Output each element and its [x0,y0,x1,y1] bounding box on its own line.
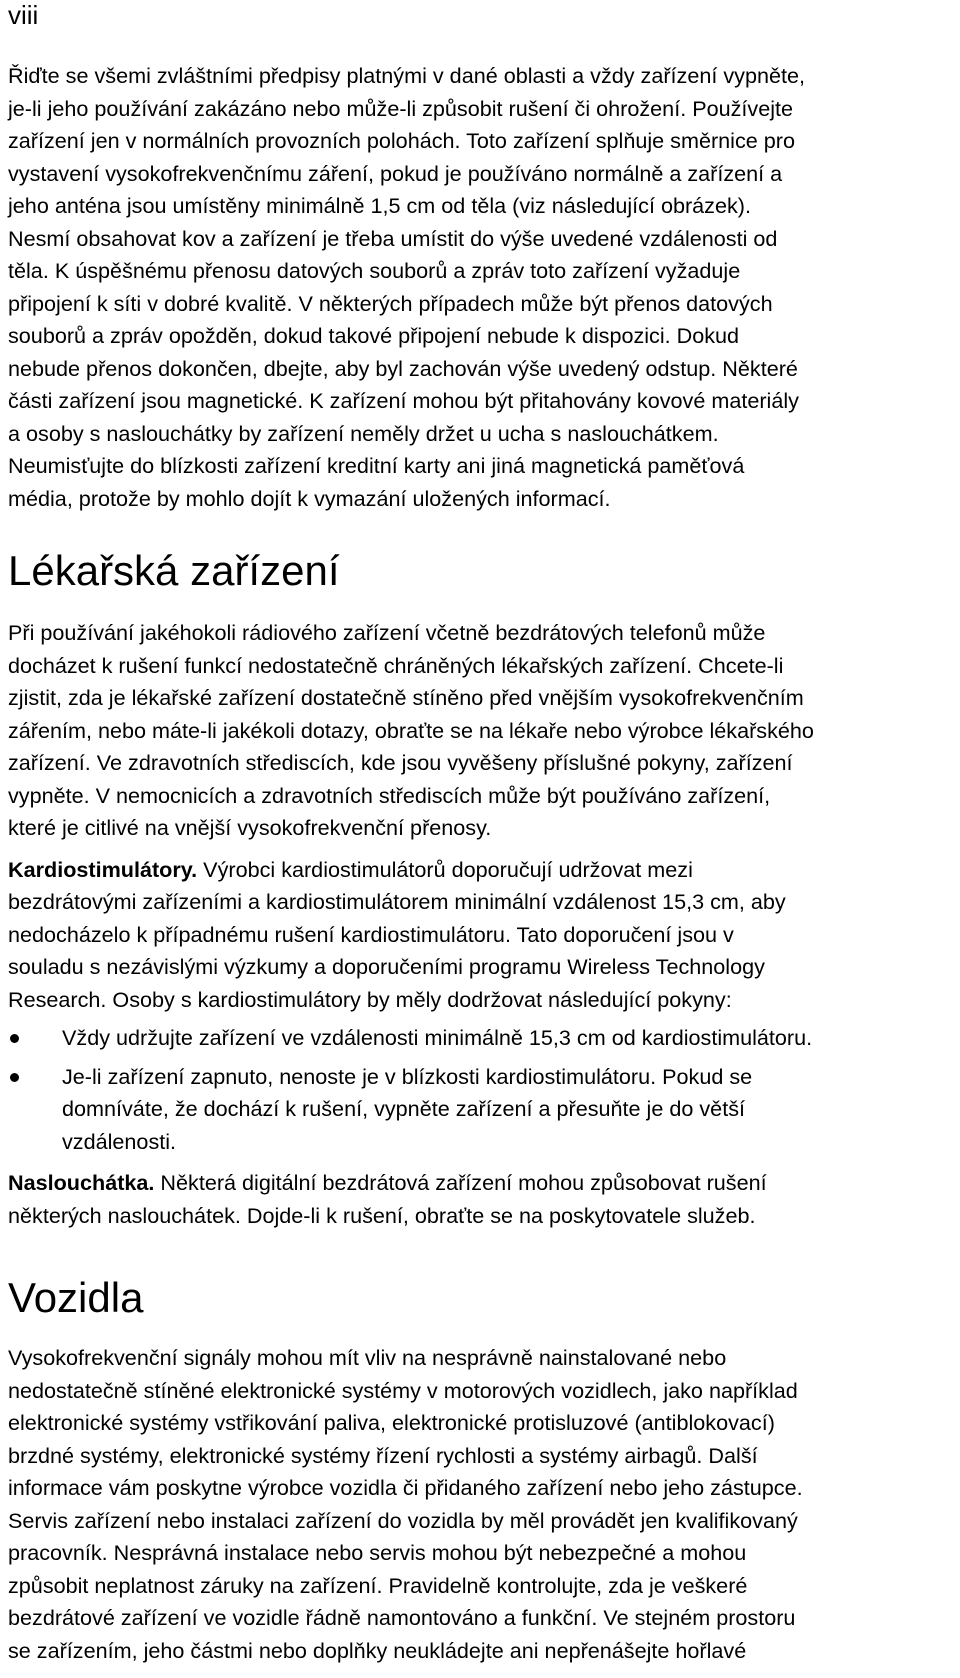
text-line: vypněte. V nemocnicích a zdravotních střediscích může být používáno zařízení, [8,782,771,808]
text-line: Řiďte se všemi zvláštními předpisy platnými v dané oblasti a vždy zařízení vypněte, [8,63,805,88]
text-line: se zařízením, jeho částmi nebo doplňky neukládejte ani nepřenášejte hořlavé [8,1637,747,1663]
medical-paragraph [8,617,958,845]
text-line: Vysokofrekvenční signály mohou mít vliv na nesprávně nainstalované nebo [8,1345,727,1370]
text-line: bezdrátovými zařízeními a kardiostimulátorem minimální vzdálenost 15,3 cm, aby [8,889,786,914]
text-line: nebude přenos dokončen, dbejte, aby byl zachován výše uvedený odstup. Některé [8,355,798,381]
text-line: informace vám poskytne výrobce vozidla či přidaného zařízení nebo jeho zástupce. [8,1475,803,1500]
text-line: těla. K úspěšnému přenosu datových souborů a zpráv toto zařízení vyžaduje [8,258,741,283]
text-line: zářením, nebo máte-li jakékoli dotazy, obraťte se na lékaře nebo výrobce lékařského [8,717,814,743]
text-line: souladu s nezávislými výzkumy a doporučeními programu Wireless Technology [8,954,765,979]
text-line: Je-li zařízení zapnuto, nenoste je v blízkosti kardiostimulátoru. Pokud se [62,1063,753,1089]
hearing-aids-paragraph [8,1167,958,1232]
text-line: nedostatečně stíněné elektronické systémy v motorových vozidlech, jako například [8,1377,798,1403]
text-line: způsobit neplatnost záruky na zařízení. Pravidelně kontrolujte, zda je veškeré [8,1572,748,1598]
text-line: některých naslouchátek. Dojde-li k rušení, obraťte se na poskytovatele služeb. [8,1202,756,1228]
text-line: média, protože by mohlo dojít k vymazání uložených informací. [8,485,611,511]
text-line: Výrobci kardiostimulátorů doporučují udržovat mezi [197,856,693,882]
text-line: brzdné systémy, elektronické systémy řízení rychlosti a systémy airbagů. Další [8,1442,758,1468]
text-line: Některá digitální bezdrátová zařízení mohou způsobovat rušení [154,1170,767,1195]
text-line: Vždy udržujte zařízení ve vzdálenosti minimálně 15,3 cm od kardiostimulátoru. [62,1025,813,1050]
section-heading-medical-devices: Lékařská zařízení [8,547,340,594]
intro-paragraph [8,60,958,515]
text-line: elektronické systémy vstřikování paliva, elektronické protisluzové (antiblokovací) [8,1410,775,1435]
pacemaker-guidelines-list [8,1022,958,1158]
text-line: je-li jeho používání zakázáno nebo může-li způsobit rušení či ohrožení. Používejte [8,95,794,121]
text-line: nedocházelo k případnému rušení kardiostimulátoru. Tato doporučení jsou v [8,921,734,947]
text-line: Neumisťujte do blízkosti zařízení kreditní karty ani jiná magnetická paměťová [8,453,745,478]
text-line: Nesmí obsahovat kov a zařízení je třeba umístit do výše uvedené vzdálenosti od [8,225,778,251]
text-line: zjistit, zda je lékařské zařízení dostatečně stíněno před vnějším vysokofrekvenčním [8,685,804,710]
pacemakers-paragraph [8,854,958,1017]
bullet-icon [10,1034,19,1043]
pacemakers-label: Kardiostimulátory. [8,856,198,882]
text-line: zařízení. Ve zdravotních střediscích, kde jsou vyvěšeny příslušné pokyny, zařízení [8,750,793,775]
section-heading-vehicles: Vozidla [8,1274,144,1321]
page-number: viii [8,0,39,30]
text-line: domníváte, že dochází k rušení, vypněte zařízení a přesuňte je do větší [62,1096,745,1121]
vehicles-paragraph [8,1342,958,1667]
list-item [8,1061,958,1159]
text-line: a osoby s naslouchátky by zařízení neměly držet u ucha s naslouchátkem. [8,420,719,446]
text-line: Research. Osoby s kardiostimulátory by měly dodržovat následující pokyny: [8,986,732,1012]
text-line: jeho anténa jsou umístěny minimálně 1,5 cm od těla (viz následující obrázek). [8,193,751,218]
list-item [8,1022,958,1055]
text-line: části zařízení jsou magnetické. K zařízení mohou být přitahovány kovové materiály [8,388,799,413]
bullet-icon [10,1073,19,1082]
text-line: docházet k rušení funkcí nedostatečně chráněných lékařských zařízení. Chcete-li [8,652,784,678]
text-line: pracovník. Nesprávná instalace nebo servis mohou být nebezpečné a mohou [8,1540,747,1565]
text-line: připojení k síti v dobré kvalitě. V některých případech může být přenos datových [8,290,773,316]
text-line: bezdrátové zařízení ve vozidle řádně namontováno a funkční. Ve stejném prostoru [8,1605,796,1630]
text-line: zařízení jen v normálních provozních polohách. Toto zařízení splňuje směrnice pro [8,128,795,153]
document-page [8,0,958,1667]
hearing-aids-label: Naslouchátka. [8,1170,155,1195]
text-line: vystavení vysokofrekvenčnímu záření, pokud je používáno normálně a zařízení a [8,160,783,186]
text-line: které je citlivé na vnější vysokofrekvenční přenosy. [8,815,492,840]
text-line: vzdálenosti. [62,1128,177,1154]
text-line: Při používání jakéhokoli rádiového zařízení včetně bezdrátových telefonů může [8,620,766,645]
text-line: Servis zařízení nebo instalaci zařízení do vozidla by měl provádět jen kvalifikovaný [8,1507,798,1533]
text-line: souborů a zpráv opožděn, dokud takové připojení nebude k dispozici. Dokud [8,323,740,348]
